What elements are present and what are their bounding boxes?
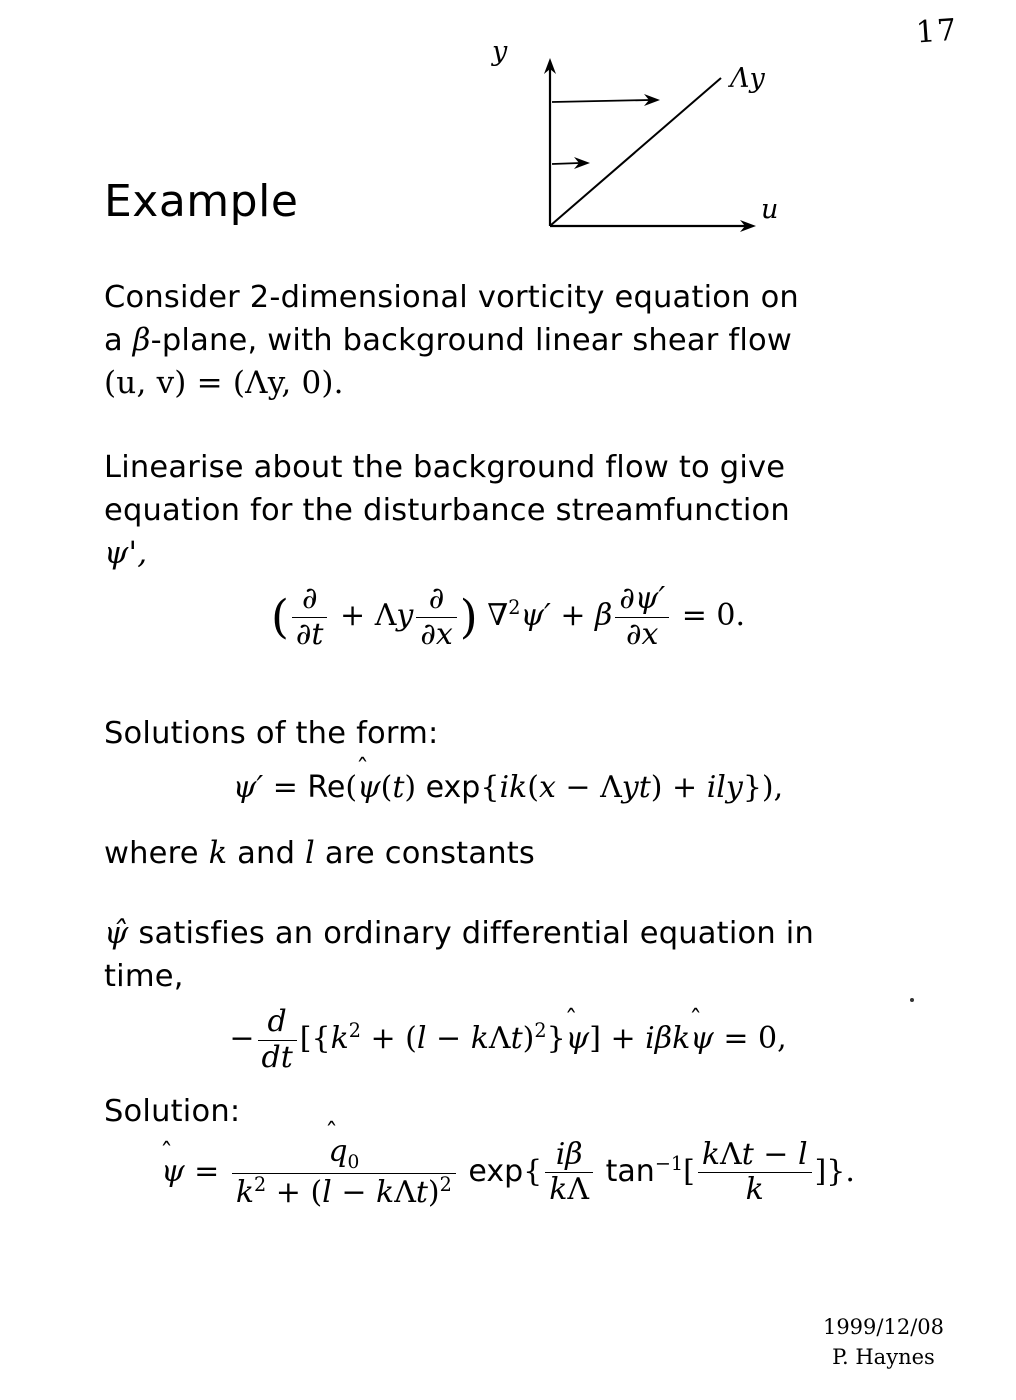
paragraph-where-constants <box>104 832 866 875</box>
paragraph-line <box>104 319 866 362</box>
inline-equation-uv: (u, v) = (Λy, 0). <box>104 365 344 401</box>
text-fragment: where <box>104 836 209 871</box>
paragraph-consider <box>104 276 866 405</box>
paragraph-line: Consider 2-dimensional vorticity equation on <box>104 280 799 315</box>
equation-ode: − $\frac{d}{dt}$ [$\{k^2 + (l - k\Lambda t)^2\}$ ψ] + iβk ψ = 0, <box>229 1004 787 1075</box>
paragraph-line: time, <box>104 959 184 994</box>
diagram-profile-label: Λy <box>730 63 765 94</box>
paragraph-solution-label <box>104 1090 866 1133</box>
l-symbol: l <box>305 836 316 871</box>
footer <box>823 1312 944 1372</box>
footer-date: 1999/12/08 <box>822 1315 944 1339</box>
text-fragment: a <box>104 323 133 358</box>
paragraph-solutions-form <box>104 712 866 755</box>
text-fragment: -plane, with background linear shear flow <box>150 323 793 358</box>
stray-ink-dot <box>910 998 914 1002</box>
footer-author: P. Haynes <box>832 1345 935 1369</box>
text-fragment: are constants <box>315 836 536 871</box>
psi-prime-symbol: ψ', <box>104 535 148 571</box>
paragraph-line <box>104 832 866 875</box>
text-fragment: satisfies an ordinary differential equation in <box>128 916 814 951</box>
beta-symbol: β <box>132 323 151 358</box>
equation-solution-form: ψ′ = Re( ψ(t) exp{ik(x − Λyt) + ily}), <box>232 770 784 805</box>
page-title: Example <box>104 176 299 227</box>
paragraph-line <box>104 912 866 955</box>
text-fragment: and <box>227 836 306 871</box>
paragraph-line: Linearise about the background flow to give <box>104 450 786 485</box>
paragraph-line: Solution: <box>104 1094 241 1129</box>
paragraph-line: Solutions of the form: <box>104 716 439 751</box>
diagram-y-label: y <box>492 36 508 67</box>
equation-vorticity: ( $\frac{\partial}{\partial t}$ + Λy $\frac{\partial}{\partial x}$ ) ∇$^2$ψ′ + β $\frac{\partial\psi'}{\partial x}$ = 0. <box>270 581 746 652</box>
equation-final-solution: ψ = $\frac{q_0}{k^2 + (l - k\Lambda t)^2}$ exp{ $\frac{i\beta}{k\Lambda}$ $\tan^{-1}$[ $\frac{\text{kΛt − l}}{k}$ ]}. <box>161 1134 855 1211</box>
page-number: 17 <box>914 12 960 51</box>
shear-flow-diagram <box>478 18 818 233</box>
paragraph-linearise <box>104 446 866 575</box>
diagram-u-label: u <box>761 194 779 225</box>
k-symbol: k <box>208 836 228 871</box>
paragraph-psi-ode <box>104 912 866 998</box>
psi-hat-symbol: ψ̂ <box>104 915 129 951</box>
paragraph-line: equation for the disturbance streamfunction <box>104 493 790 528</box>
